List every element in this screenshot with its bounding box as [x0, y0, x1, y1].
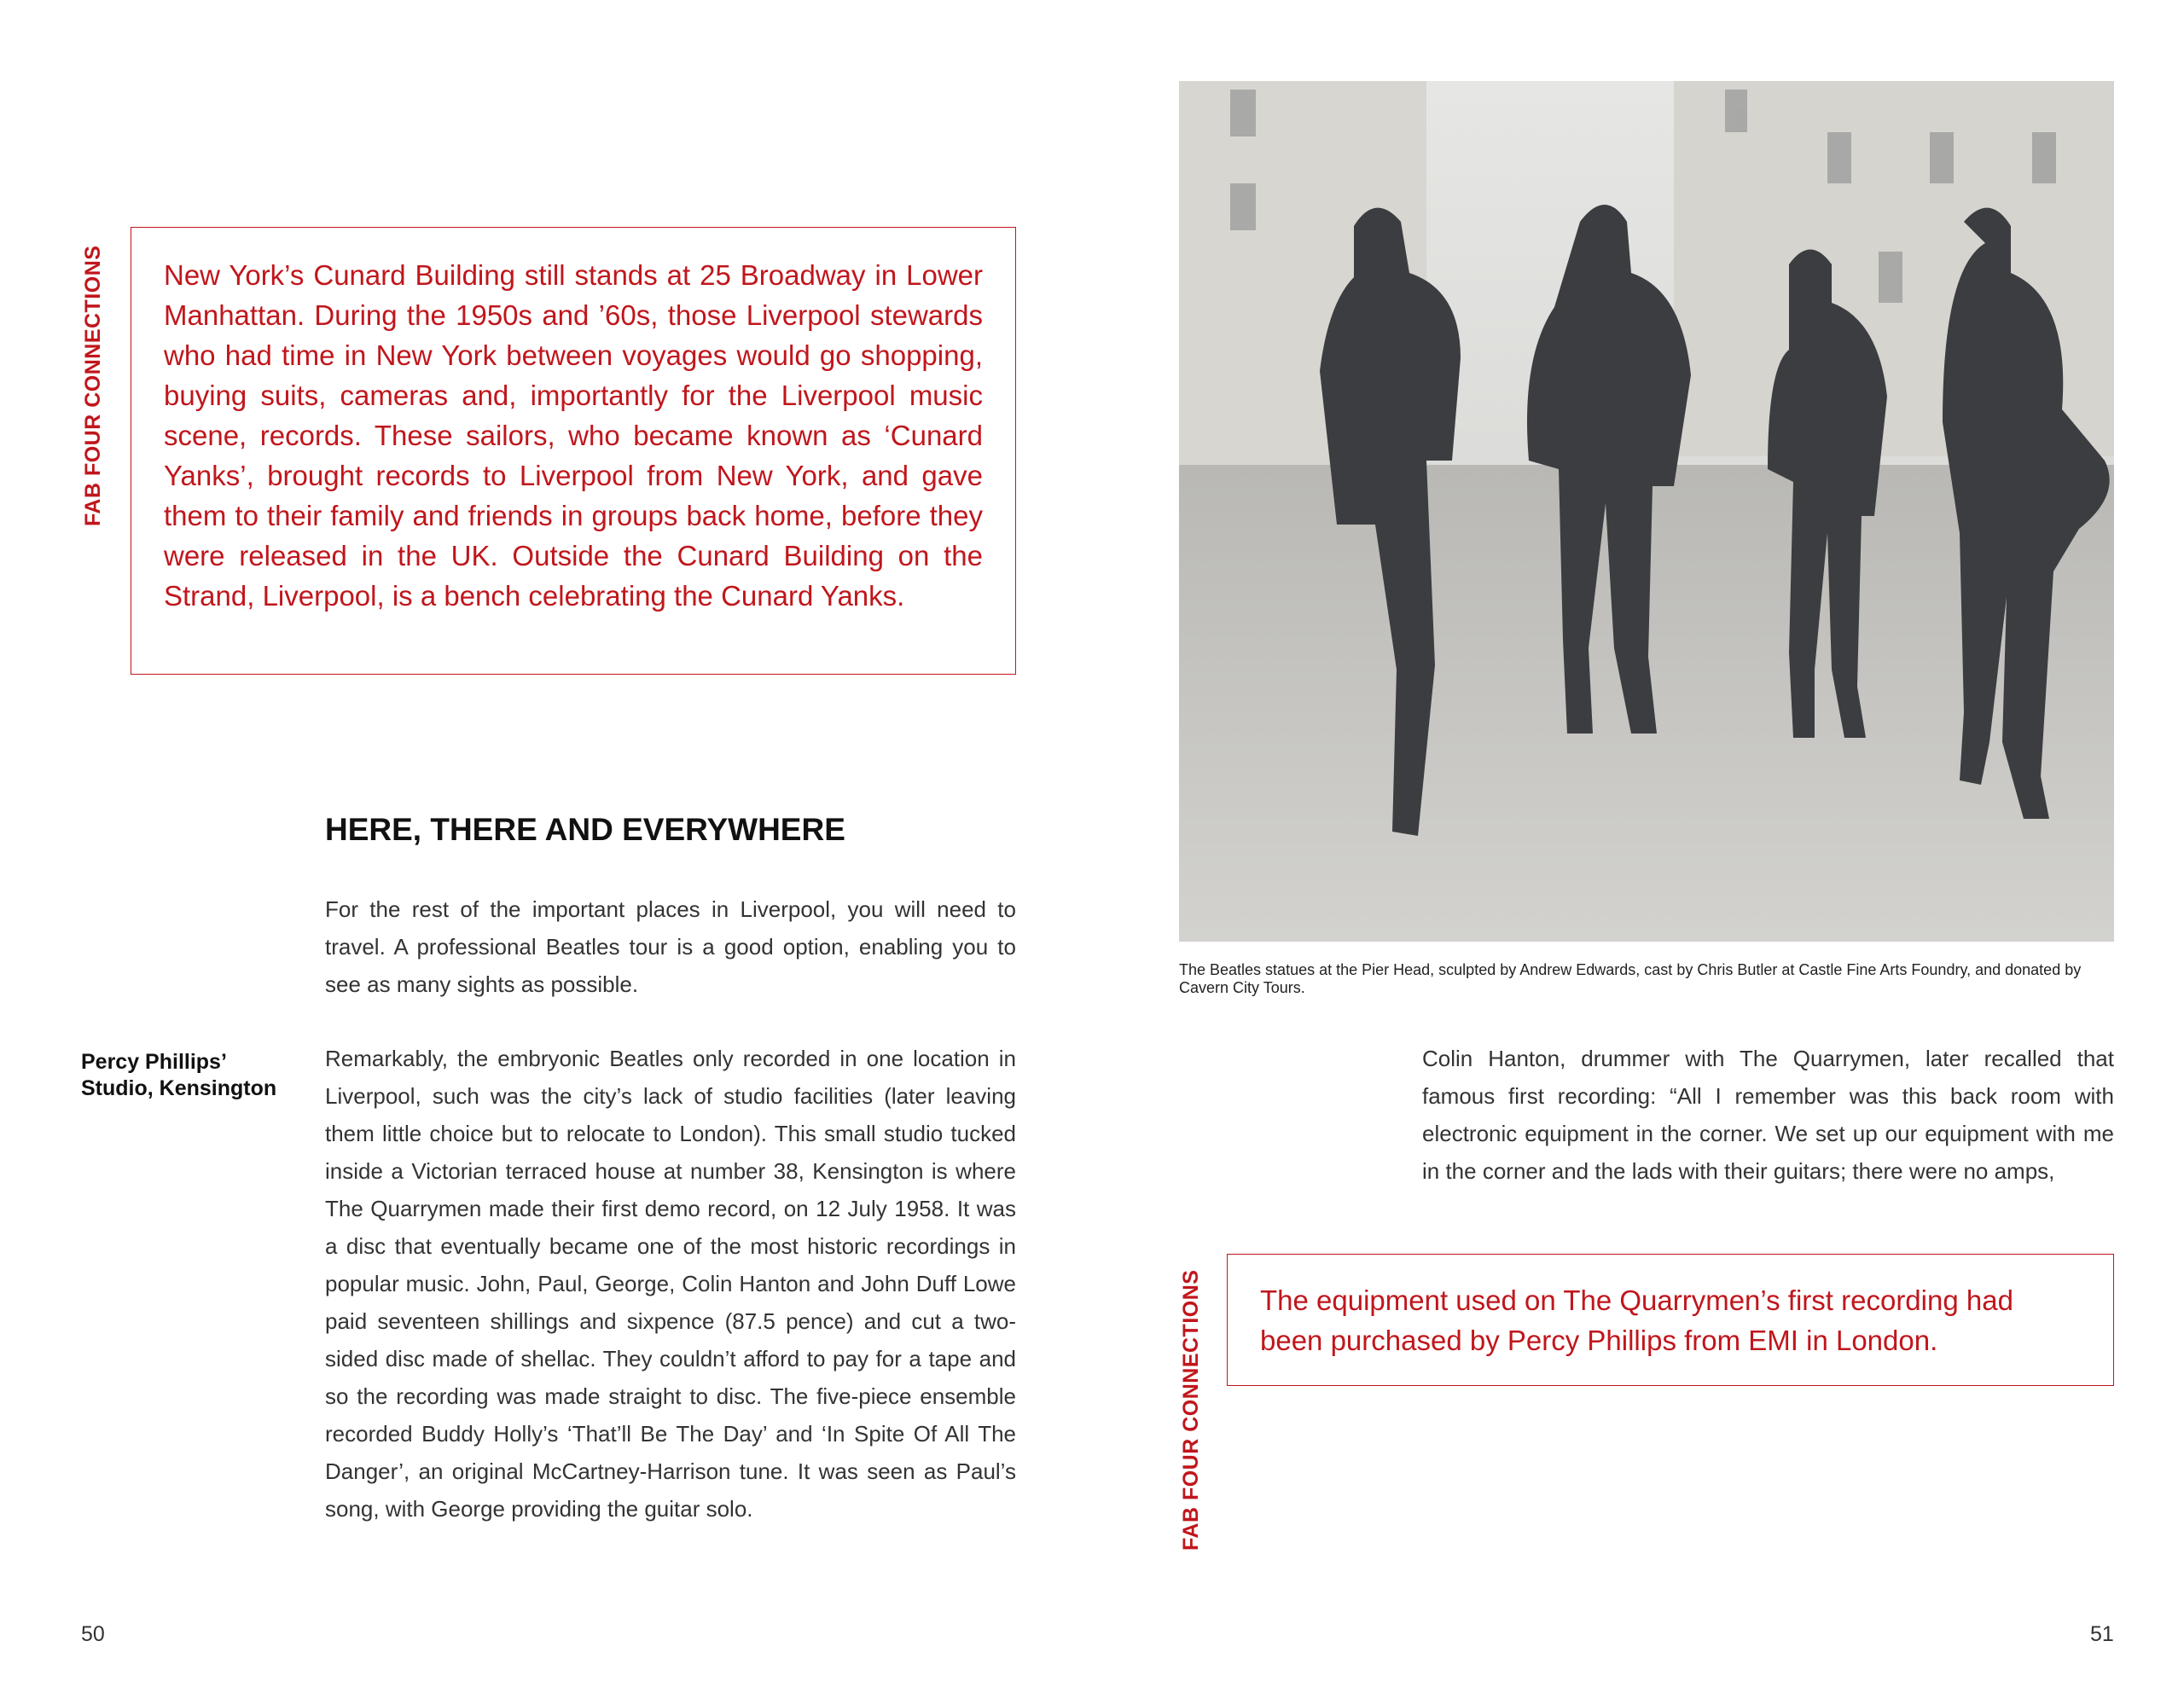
- section-heading: HERE, THERE AND EVERYWHERE: [325, 812, 845, 847]
- callout-box-right: [1227, 1254, 2114, 1386]
- photo-caption: The Beatles statues at the Pier Head, sculpted by Andrew Edwards, cast by Chris Butler at Castle Fine Arts Foundry, and donated by Cavern City Tours.: [1179, 961, 2082, 996]
- side-label: FAB FOUR CONNECTIONS: [81, 245, 105, 526]
- body-paragraph: Remarkably, the embryonic Beatles only recorded in one location in Liverpool, such was the city’s lack of studio facilities (later leaving them little choice but to relocate to London). This small studio tucked inside a Victorian terraced house at number 38, Kensington is where The Quarrymen made their first demo record, on 12 July 1958. It was a disc that eventually became one of the most historic recordings in popular music. John, Paul, George, Colin Hanton and John Duff Lowe paid seventeen shillings and sixpence (87.5 pence) and cut a two-sided disc made of shellac. They couldn’t afford to pay for a tape and so the recording was made straight to disc. The five-piece ensemble recorded Buddy Holly’s ‘That’ll Be The Day’ and ‘In Spite Of All The Danger’, an original McCartney-Harrison tune. It was seen as Paul’s song, with George providing the guitar solo.: [325, 1046, 1016, 1522]
- intro-paragraph: For the rest of the important places in Liverpool, you will need to travel. A professional Beatles tour is a good option, enabling you to see as many sights as possible.: [325, 896, 1016, 997]
- callout-box: [131, 227, 1016, 675]
- side-label-right: FAB FOUR CONNECTIONS: [1179, 1269, 1203, 1551]
- page-number: 50: [81, 1622, 105, 1646]
- page-number-right: 51: [2090, 1622, 2114, 1646]
- callout-text: New York’s Cunard Building still stands at 25 Broadway in Lower Manhattan. During the 1950s and ’60s, those Liverpool stewards who had time in New York between voyages would go shopping, buying suits, cameras and, importantly for the Liverpool music scene, records. These sailors, who became known as ‘Cunard Yanks’, brought records to Liverpool from New York, and gave them to their family and friends in groups back home, before they were released in the UK. Outside the Cunard Building on the Strand, Liverpool, is a bench celebrating the Cunard Yanks.: [164, 259, 983, 612]
- callout-text-right: The equipment used on The Quarrymen’s first recording had been purchased by Percy Phillips from EMI in London.: [1260, 1284, 2013, 1356]
- body-paragraph-right: Colin Hanton, drummer with The Quarrymen, later recalled that famous first recording: “All I remember was this back room with electronic equipment in the corner. We set up our equipment with me in the corner and the lads with their guitars; there were no amps,: [1422, 1046, 2114, 1184]
- margin-note: Percy Phillips’ Studio, Kensington: [81, 1050, 277, 1100]
- beatles-statues-photo: [1179, 81, 2114, 942]
